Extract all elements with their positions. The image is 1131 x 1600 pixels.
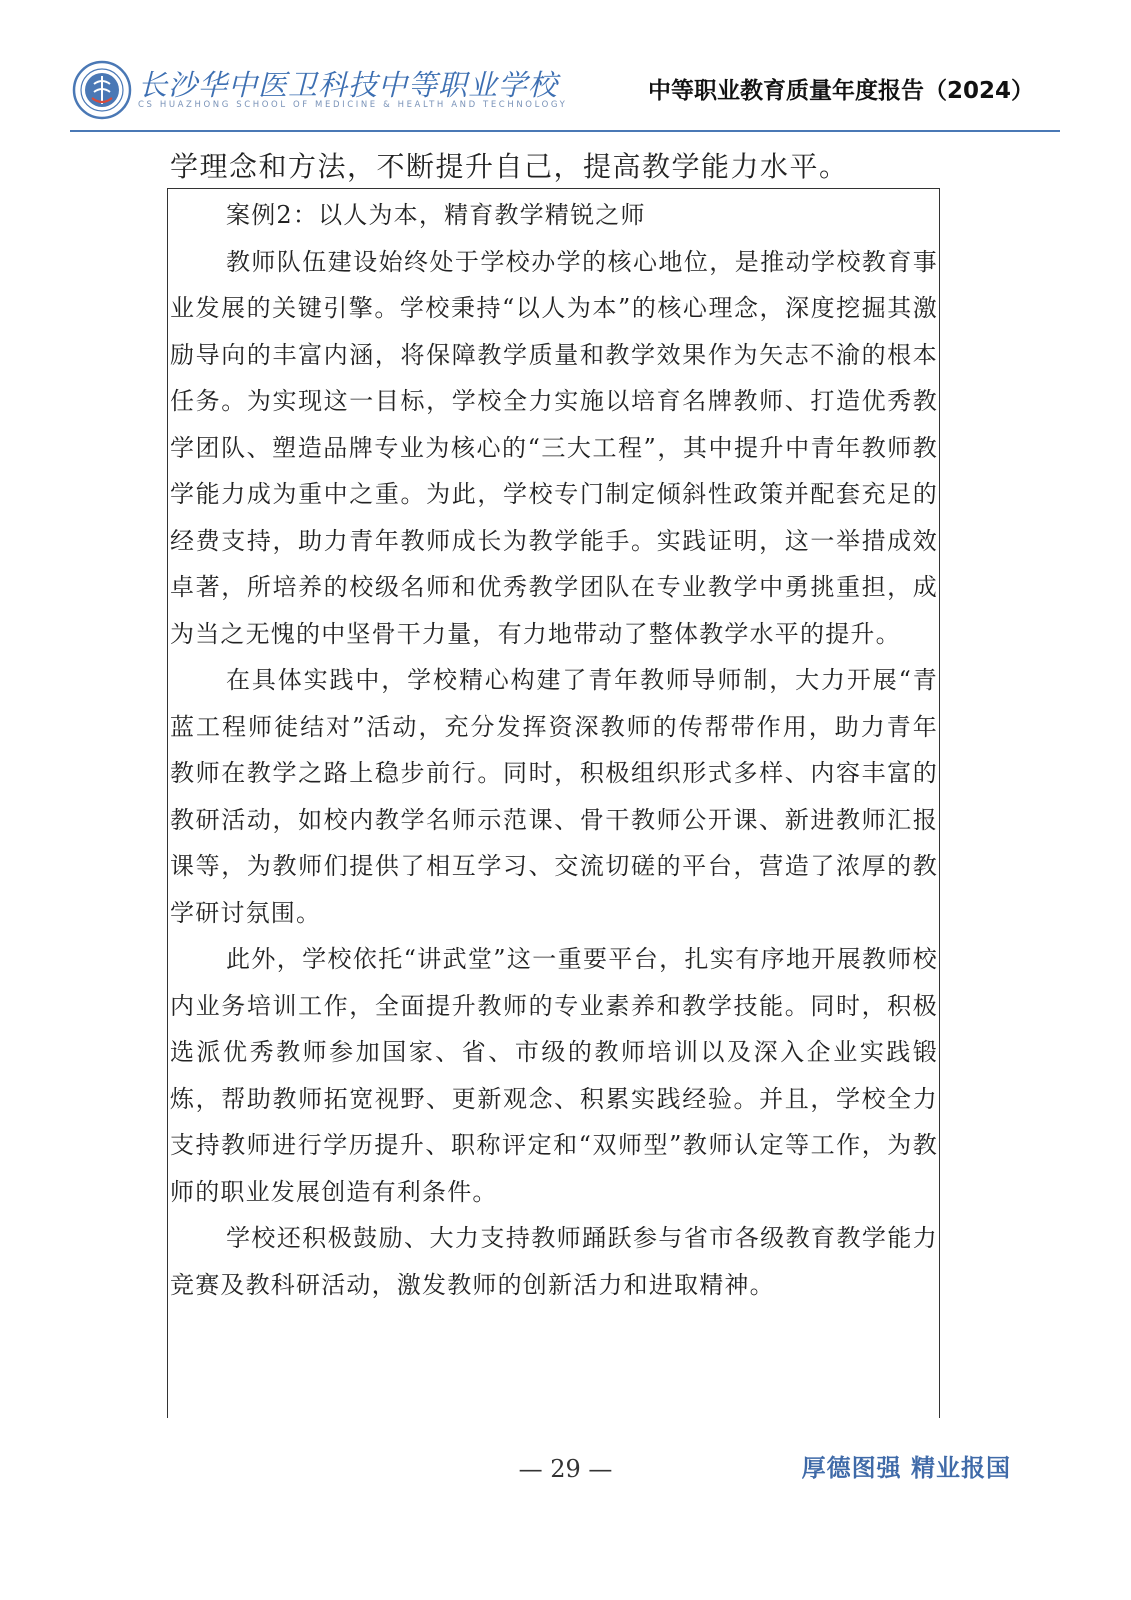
school-name-en: CS HUAZHONG SCHOOL OF MEDICINE & HEALTH AND TECHNOLOGY <box>138 100 568 110</box>
case-paragraph: 在具体实践中，学校精心构建了青年教师导师制，大力开展“青蓝工程师徒结对”活动，充分发挥资深教师的传帮带作用，助力青年教师在教学之路上稳步前行。同时，积极组织形式多样、内容丰富的教研活动，如校内教学名师示范课、骨干教师公开课、新进教师汇报课等，为教师们提供了相互学习、交流切磋的平台，营造了浓厚的教学研讨氛围。 <box>170 666 938 927</box>
header-divider <box>70 130 1060 132</box>
report-title: 中等职业教育质量年度报告（2024） <box>647 78 1034 104</box>
case-paragraph: 此外，学校依托“讲武堂”这一重要平台，扎实有序地开展教师校内业务培训工作，全面提升教师的专业素养和教学技能。同时，积极选派优秀教师参加国家、省、市级的教师培训以及深入企业实践锻炼，帮助教师拓宽视野、更新观念、积累实践经验。并且，学校全力支持教师进行学历提升、职称评定和“双师型”教师认定等工作，为教师的职业发展创造有利条件。 <box>170 945 938 1206</box>
case-title: 案例2：以人为本，精育教学精锐之师 <box>226 201 646 229</box>
school-emblem-icon <box>72 60 132 120</box>
lead-line: 学理念和方法，不断提升自己，提高教学能力水平。 <box>170 150 849 183</box>
footer-slogan: 厚德图强 精业报国 <box>801 1454 1011 1482</box>
case-content <box>170 192 938 1308</box>
case-paragraph: 学校还积极鼓励、大力支持教师踊跃参与省市各级教育教学能力竞赛及教科研活动，激发教师的创新活力和进取精神。 <box>170 1224 938 1299</box>
school-name: 长沙华中医卫科技中等职业学校 <box>138 68 559 102</box>
case-paragraph: 教师队伍建设始终处于学校办学的核心地位，是推动学校教育事业发展的关键引擎。学校秉持“以人为本”的核心理念，深度挖掘其激励导向的丰富内涵，将保障教学质量和教学效果作为矢志不渝的根本任务。为实现这一目标，学校全力实施以培育名牌教师、打造优秀教学团队、塑造品牌专业为核心的“三大工程”，其中提升中青年教师教学能力成为重中之重。为此，学校专门制定倾斜性政策并配套充足的经费支持，助力青年教师成长为教学能手。实践证明，这一举措成效卓著，所培养的校级名师和优秀教学团队在专业教学中勇挑重担，成为当之无愧的中坚骨干力量，有力地带动了整体教学水平的提升。 <box>170 247 938 648</box>
page-header <box>0 0 1131 140</box>
page-number: — 29 — <box>518 1455 613 1483</box>
